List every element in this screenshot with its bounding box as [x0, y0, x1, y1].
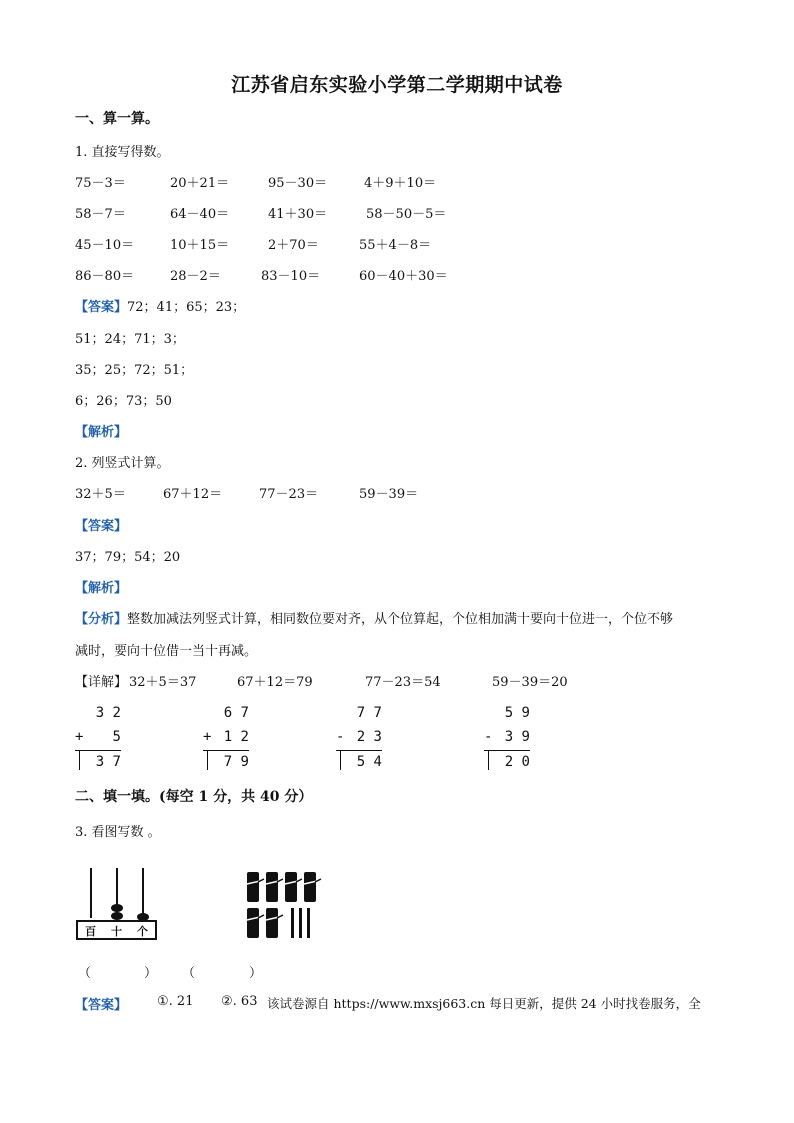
blank-close: ）: [144, 966, 158, 981]
calc-item: 28－2＝: [170, 269, 221, 284]
blank-open: （: [78, 966, 92, 981]
detail-item: 32＋5＝37: [129, 675, 197, 690]
calc-item: 58－7＝: [75, 207, 126, 222]
vertical-bar: [488, 750, 489, 770]
answer-text: 51；24；71；3；: [75, 332, 185, 347]
vertical-operator: -: [336, 729, 345, 745]
calc-item: 2＋70＝: [268, 238, 319, 253]
question-2-label: 2. 列竖式计算。: [75, 456, 170, 471]
stick-bundles-icon: [244, 870, 334, 942]
vertical-top: 3 2: [95, 705, 121, 721]
question-1-label: 1. 直接写得数。: [75, 145, 170, 160]
analysis-paragraph: [75, 608, 673, 627]
answer-tag: 【答案】: [75, 300, 128, 315]
fenxi-text: 整数加减法列竖式计算，相同数位要对齐，从个位算起，个位相加满十要向十位进一，个位不够: [127, 612, 674, 627]
detail-tag: 【详解】: [75, 675, 128, 690]
detail-item: 59－39＝20: [492, 675, 568, 690]
vertical-bar: [79, 750, 80, 770]
vertical-result: 7 9: [223, 754, 249, 770]
calc-item: 64－40＝: [170, 207, 230, 222]
answer-text: 72；41；65；23；: [127, 300, 246, 315]
fenxi-text-continued: 减时，要向十位借一当十再减。: [75, 644, 258, 659]
calc-item: 55＋4－8＝: [359, 238, 432, 253]
answer-text: 6；26；73；50: [75, 394, 172, 409]
calc-item: 45－10＝: [75, 238, 135, 253]
answer-line: [75, 296, 245, 315]
problem-item: 59－39＝: [359, 487, 419, 502]
blank-close: ）: [249, 966, 263, 981]
abacus-label-tens: 十: [111, 925, 122, 938]
source-notice: 该试卷源自 https://www.mxsj663.cn 每日更新，提供 24 小时找卷服务，全: [267, 996, 701, 1011]
vertical-result: 5 4: [356, 754, 382, 770]
answer-tag: 【答案】: [75, 519, 128, 534]
vertical-top: 5 9: [504, 705, 530, 721]
calc-item: 4＋9＋10＝: [364, 176, 437, 191]
section-1-heading: 一、算一算。: [75, 111, 159, 127]
calc-item: 83－10＝: [261, 269, 321, 284]
calc-item: 58－50－5＝: [366, 207, 447, 222]
vertical-top: 6 7: [223, 705, 249, 721]
vertical-bar: [340, 750, 341, 770]
page-title: 江苏省启东实验小学第二学期期中试卷: [231, 74, 563, 96]
vertical-bottom: 2 3: [356, 729, 382, 745]
answer-tag: 【答案】: [75, 998, 128, 1013]
calc-item: 20＋21＝: [170, 176, 230, 191]
analysis-tag: 【解析】: [75, 425, 128, 440]
problem-item: 32＋5＝: [75, 487, 126, 502]
calc-item: 41＋30＝: [268, 207, 328, 222]
calc-item: 95－30＝: [268, 176, 328, 191]
vertical-bottom: 5: [95, 729, 121, 745]
analysis-tag: 【解析】: [75, 581, 128, 596]
vertical-bottom: 3 9: [504, 729, 530, 745]
detail-item: 77－23＝54: [365, 675, 441, 690]
fenxi-tag: 【分析】: [75, 612, 128, 627]
question-3-label: 3. 看图写数 。: [75, 825, 161, 840]
section-2-heading: 二、填一填。(每空 1 分，共 40 分）: [75, 789, 313, 805]
answer-item: ②. 63: [221, 994, 258, 1009]
problem-item: 67＋12＝: [163, 487, 223, 502]
calc-item: 60－40＋30＝: [359, 269, 448, 284]
vertical-bar: [484, 750, 530, 751]
vertical-bar: [207, 750, 208, 770]
vertical-bottom: 1 2: [223, 729, 249, 745]
vertical-operator: +: [203, 729, 212, 745]
blank-open: （: [182, 966, 196, 981]
problem-item: 77－23＝: [259, 487, 319, 502]
vertical-operator: +: [75, 729, 84, 745]
vertical-result: 2 0: [504, 754, 530, 770]
detail-item: 67＋12＝79: [237, 675, 313, 690]
answer-text: 35；25；72；51；: [75, 363, 194, 378]
calc-item: 10＋15＝: [170, 238, 230, 253]
vertical-top: 7 7: [356, 705, 382, 721]
abacus-label-ones: 个: [137, 925, 148, 938]
vertical-bar: [336, 750, 382, 751]
vertical-operator: -: [484, 729, 493, 745]
answer-item: ①. 21: [157, 994, 194, 1009]
stick-bundles-figure: [244, 870, 334, 942]
abacus-label-hundreds: 百: [85, 925, 96, 938]
calc-item: 86－80＝: [75, 269, 135, 284]
vertical-result: 3 7: [95, 754, 121, 770]
calc-item: 75－3＝: [75, 176, 126, 191]
vertical-bar: [203, 750, 249, 751]
answer-text: 37；79；54；20: [75, 550, 181, 565]
abacus-figure: [76, 866, 158, 942]
vertical-bar: [75, 750, 121, 751]
